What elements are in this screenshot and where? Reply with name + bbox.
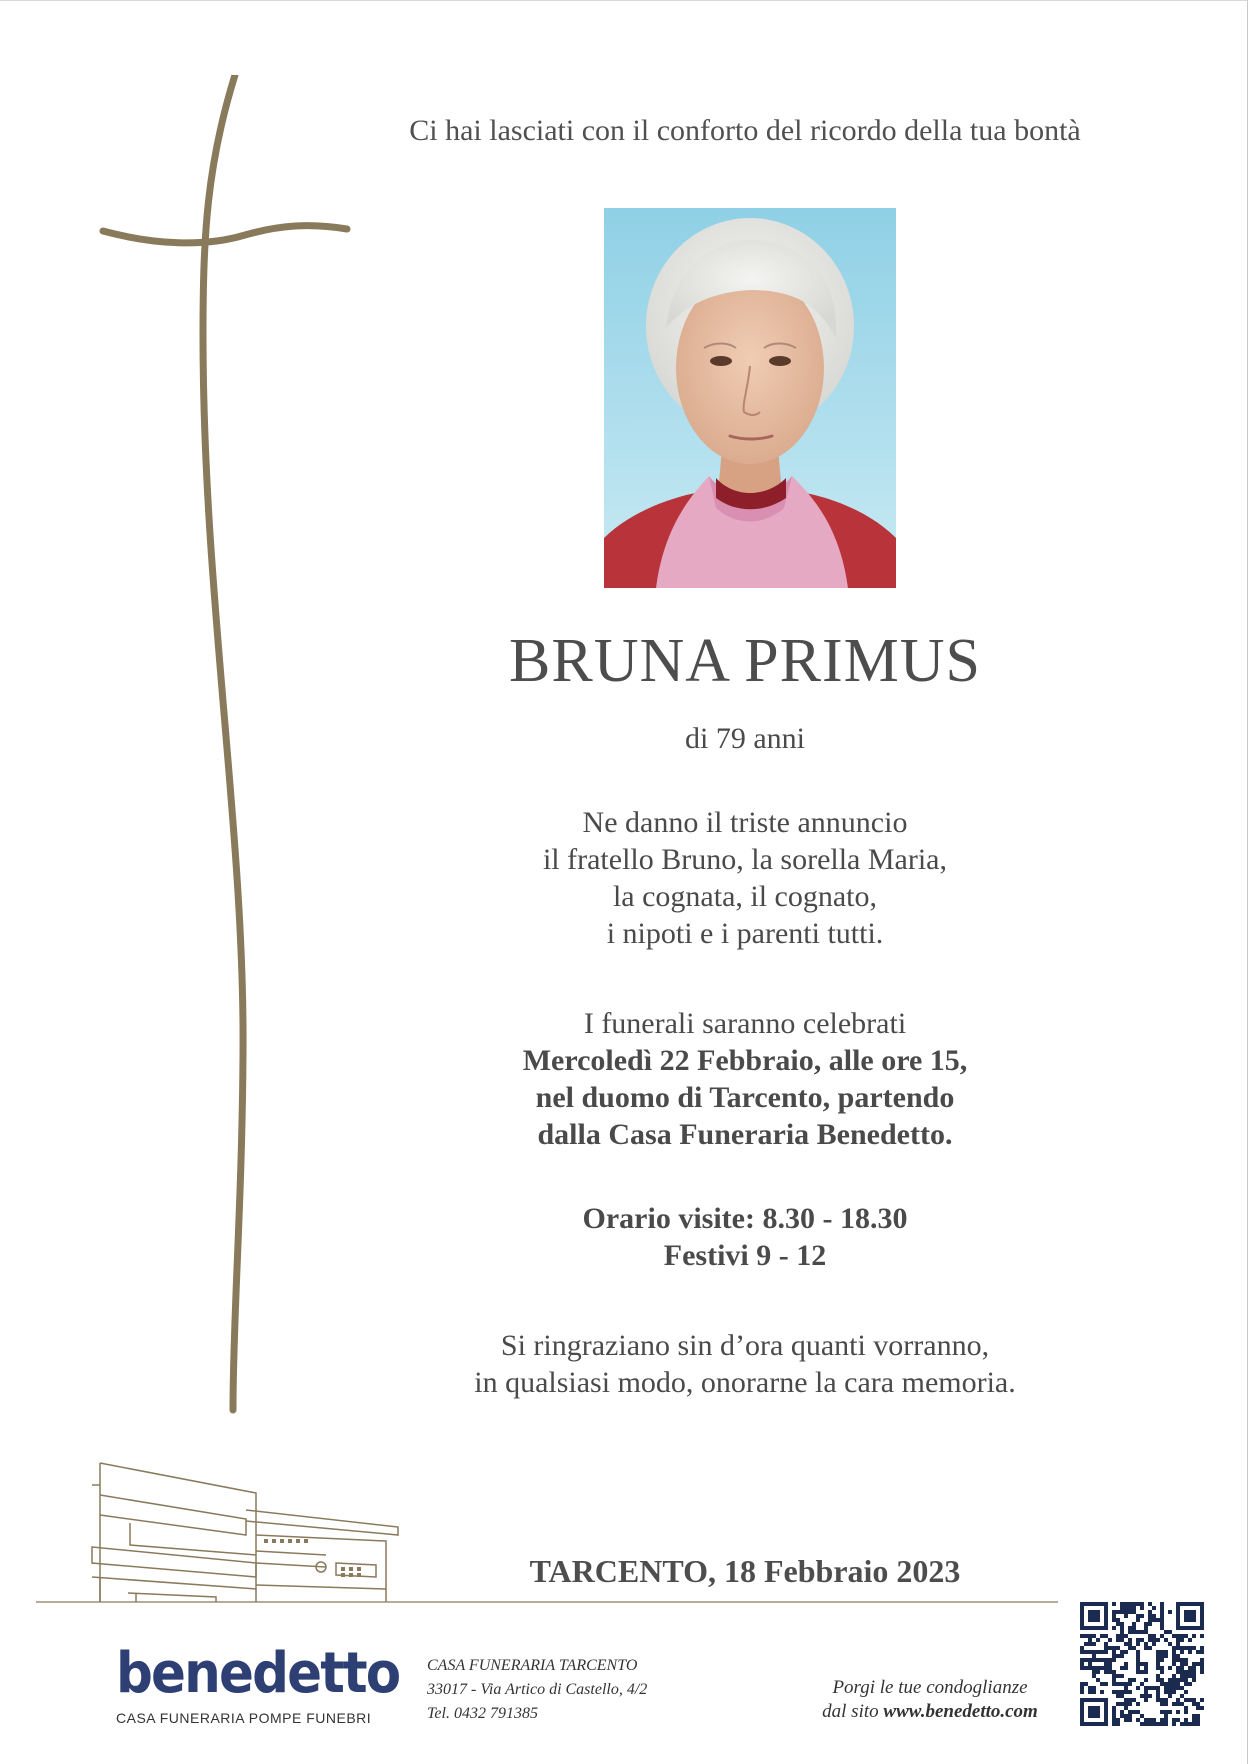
thanks-line: Si ringraziano sin d’ora quanti vorranno,	[500, 1329, 990, 1362]
funeral-detail: nel duomo di Tarcento, partendo	[535, 1081, 955, 1114]
funeral-intro: I funerali saranno celebrati	[583, 1007, 907, 1040]
condolences-note	[800, 1676, 1060, 1724]
announcement-line: la cognata, il cognato,	[612, 880, 878, 913]
condolences-prefix: dal sito	[822, 1701, 884, 1722]
announcement-line: Ne danno il triste annuncio	[582, 806, 908, 839]
announcement-line: i nipoti e i parenti tutti.	[606, 917, 884, 950]
thanks-line: in qualsiasi modo, onorarne la cara memoria.	[474, 1366, 1016, 1399]
visiting-hours-line: Orario visite: 8.30 - 18.30	[582, 1202, 908, 1235]
memorial-quote: Ci hai lasciati con il conforto del ricordo della tua bontà	[409, 114, 1081, 147]
funeral-info	[400, 1005, 1090, 1153]
holiday-hours-line: Festivi 9 - 12	[663, 1239, 827, 1272]
address-line: Tel. 0432 791385	[427, 1705, 538, 1722]
funeral-home-address	[427, 1654, 647, 1726]
brand-logo	[116, 1641, 424, 1726]
address-line: CASA FUNERARIA TARCENTO	[427, 1657, 638, 1674]
portrait-photo	[604, 208, 896, 588]
deceased-name: BRUNA PRIMUS	[509, 627, 981, 695]
brand-name: benedetto	[116, 1641, 400, 1706]
website-link[interactable]: www.benedetto.com	[883, 1701, 1038, 1722]
thanks-message	[400, 1327, 1090, 1401]
announcement	[400, 804, 1090, 952]
announcement-line: il fratello Bruno, la sorella Maria,	[542, 843, 948, 876]
condolences-site-line	[800, 1700, 1060, 1724]
visiting-hours	[400, 1200, 1090, 1274]
qr-code[interactable]	[1080, 1602, 1204, 1726]
funeral-detail: dalla Casa Funeraria Benedetto.	[537, 1118, 953, 1151]
deceased-age: di 79 anni	[685, 722, 805, 755]
funeral-detail: Mercoledì 22 Febbraio, alle ore 15,	[522, 1044, 968, 1077]
cross-icon	[95, 75, 355, 1415]
dateline: TARCENTO, 18 Febbraio 2023	[529, 1553, 961, 1589]
brand-subtitle: CASA FUNERARIA POMPE FUNEBRI	[116, 1710, 372, 1726]
condolences-line: Porgi le tue condoglianze	[832, 1677, 1028, 1698]
address-line: 33017 - Via Artico di Castello, 4/2	[427, 1681, 648, 1698]
building-illustration	[36, 1455, 1061, 1620]
